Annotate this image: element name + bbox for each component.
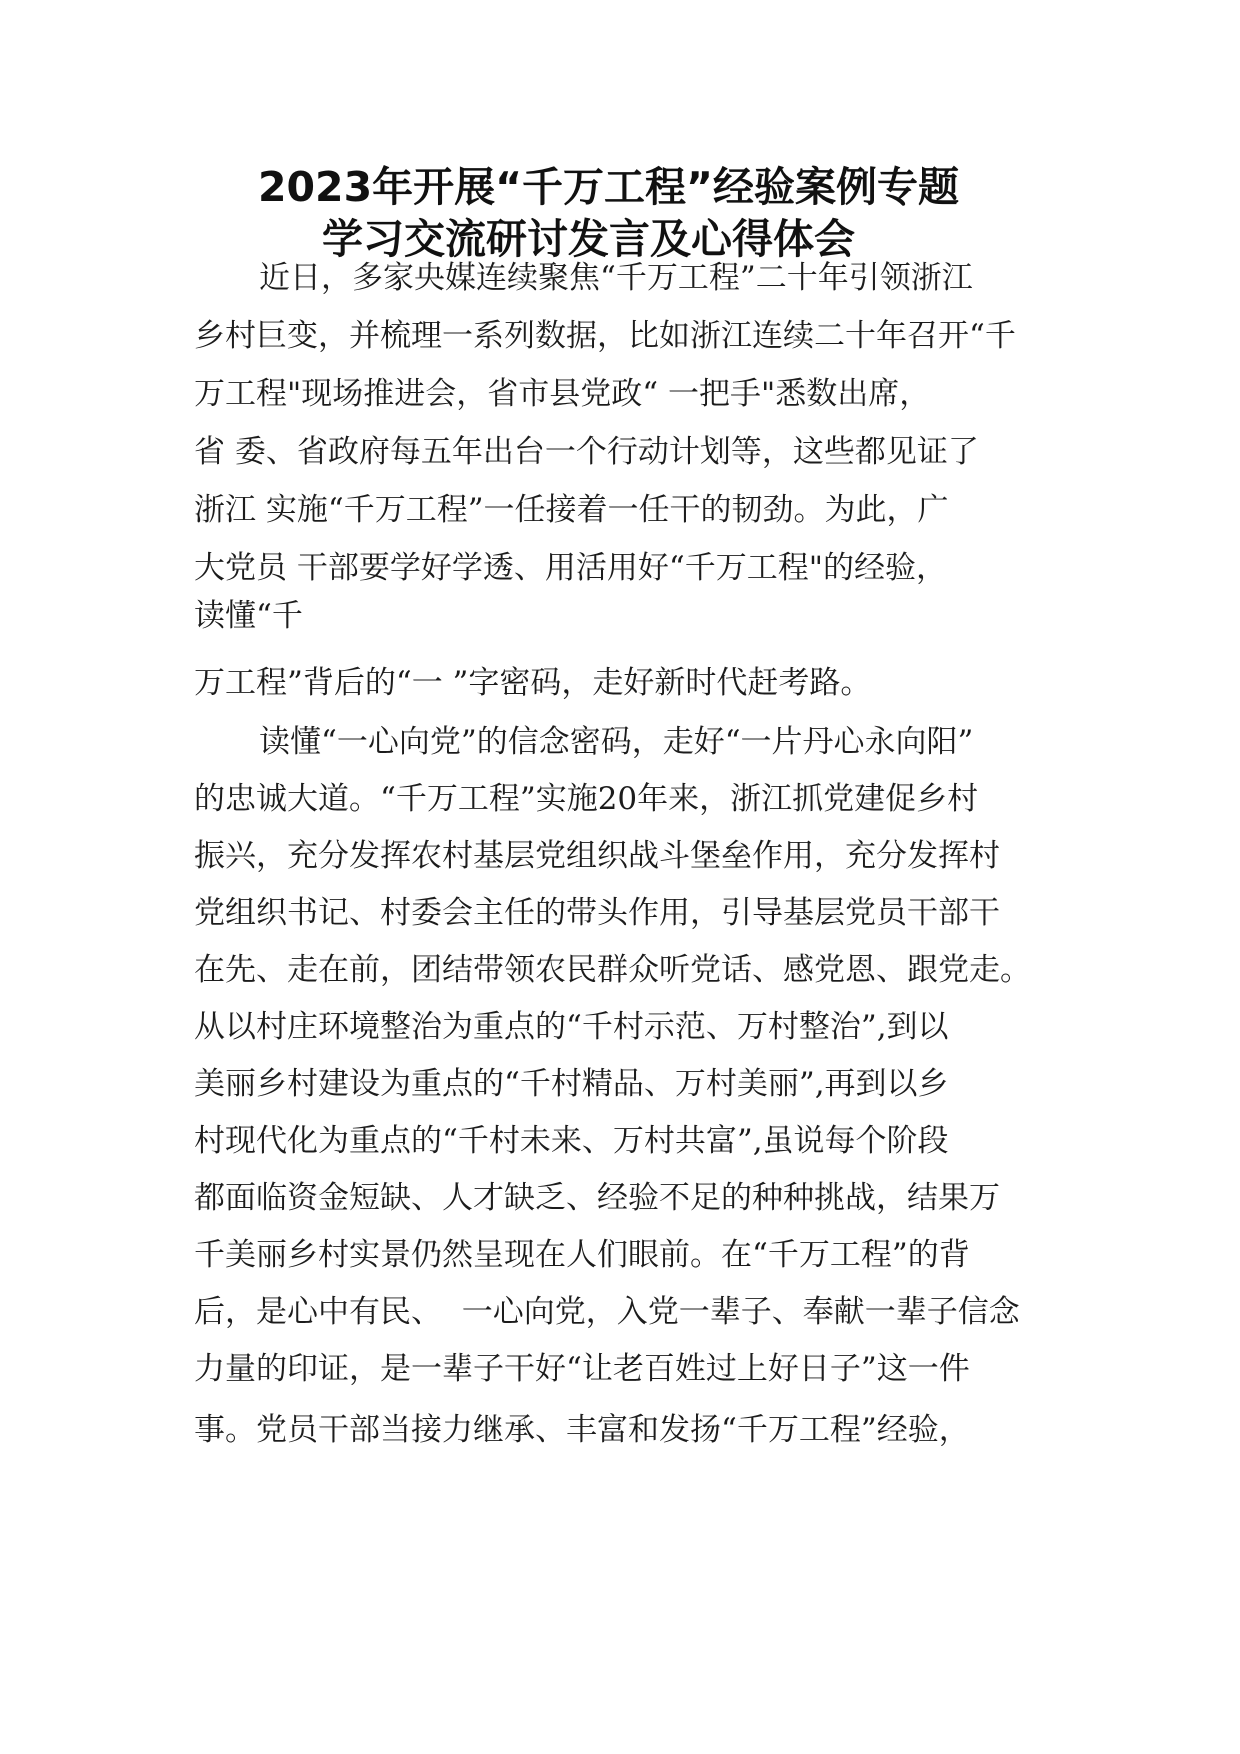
body-line: 省 委、省政府每五年出台一个行动计划等，这些都见证了 <box>194 434 979 470</box>
body-line: 千美丽乡村实景仍然呈现在人们眼前。在“千万工程”的背 <box>194 1237 970 1273</box>
body-line: 万工程"现场推进会，省市县党政“ 一把手"悉数出席， <box>194 376 931 412</box>
body-line: 在先、走在前，团结带领农民群众听党话、感党恩、跟党走。 <box>194 952 1031 988</box>
body-line: 乡村巨变，并梳理一系列数据，比如浙江连续二十年召开“千 <box>194 318 1016 354</box>
body-line: 近日，多家央媒连续聚焦“千万工程”二十年引领浙江 <box>259 260 973 296</box>
body-line: 力量的印证，是一辈子干好“让老百姓过上好日子”这一件 <box>194 1351 970 1387</box>
title-line-1: 2023年开展“千万工程”经验案例专题 <box>258 163 960 211</box>
body-line: 后，是心中有民、 一心向党，入党一辈子、奉献一辈子信念 <box>194 1294 1020 1330</box>
body-line: 万工程”背后的“一 ”字密码，走好新时代赶考路。 <box>194 665 872 701</box>
body-line: 浙江 实施“千万工程”一任接着一任干的韧劲。为此，广 <box>194 492 949 528</box>
body-line: 村现代化为重点的“千村未来、万村共富”,虽说每个阶段 <box>194 1123 949 1159</box>
body-line: 都面临资金短缺、人才缺乏、经验不足的种种挑战，结果万 <box>194 1180 1000 1216</box>
title-line-2: 学习交流研讨发言及心得体会 <box>322 215 855 263</box>
body-line: 读懂“一心向党”的信念密码，走好“一片丹心永向阳” <box>259 724 974 760</box>
body-line: 事。党员干部当接力继承、丰富和发扬“千万工程”经验， <box>194 1412 970 1448</box>
body-line: 大党员 干部要学好学透、用活用好“千万工程"的经验， <box>194 550 947 586</box>
body-line: 党组织书记、村委会主任的带头作用，引导基层党员干部干 <box>194 895 1000 931</box>
body-line: 从以村庄环境整治为重点的“千村示范、万村整治”,到以 <box>194 1009 949 1045</box>
body-line: 振兴，充分发挥农村基层党组织战斗堡垒作用，充分发挥村 <box>194 838 1000 874</box>
body-line: 的忠诚大道。“千万工程”实施20年来，浙江抓党建促乡村 <box>194 781 979 817</box>
body-line: 读懂“千 <box>194 598 303 634</box>
body-line: 美丽乡村建设为重点的“千村精品、万村美丽”,再到以乡 <box>194 1066 949 1102</box>
